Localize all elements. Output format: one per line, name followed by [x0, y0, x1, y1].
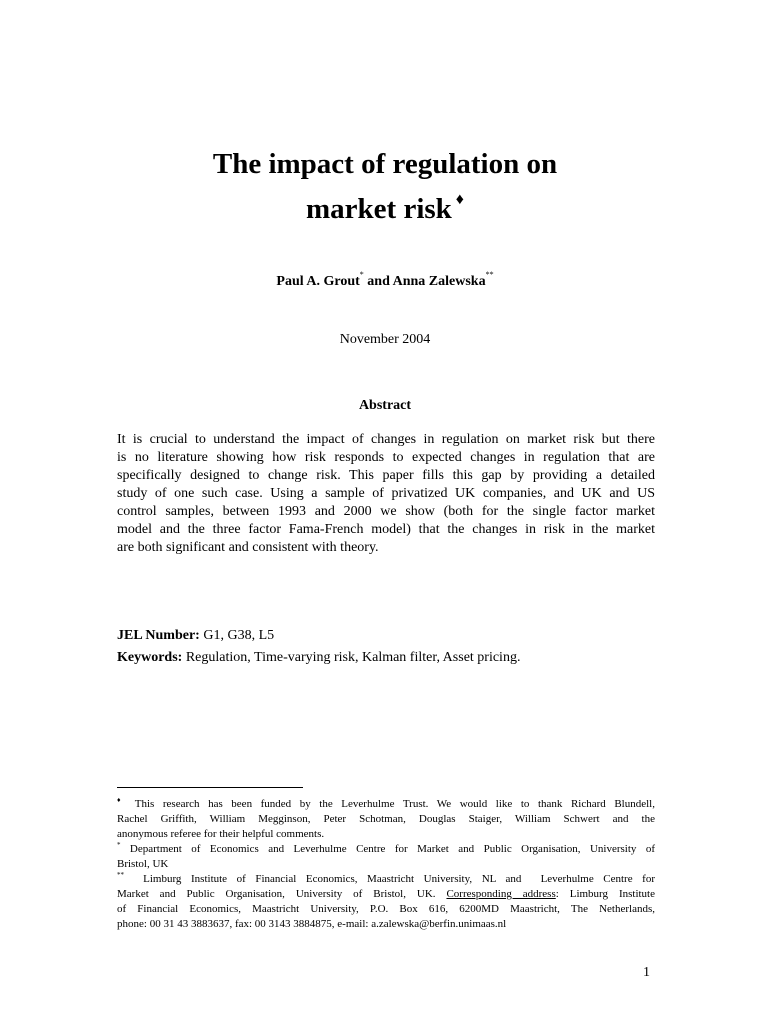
paper-title	[0, 146, 770, 227]
abstract-line: is no literature showing how risk responds to expected changes in regulation that are	[117, 450, 655, 465]
diamond-footnote-mark: ♦	[455, 191, 464, 208]
footnote-affiliation-1	[117, 842, 655, 872]
footnote-separator	[117, 787, 303, 788]
abstract-line: It is crucial to understand the impact of changes in regulation on market risk but there	[117, 432, 655, 447]
author-connector: and	[363, 274, 393, 289]
footnote-text: Limburg Institute of Financial Economics, Maastricht University, NL and Leverhulme Centre for	[124, 873, 655, 885]
author-1-mark: *	[359, 270, 364, 279]
title-line-1: The impact of regulation on	[212, 148, 558, 180]
footnote-line	[117, 842, 655, 857]
footnote-line: Bristol, UK	[117, 858, 169, 870]
keywords-value: Regulation, Time-varying risk, Kalman filter, Asset pricing.	[182, 650, 521, 665]
abstract-line: study of one such case. Using a sample of privatized UK companies, and UK and US	[117, 486, 655, 501]
footnote-line	[117, 872, 655, 887]
abstract-heading: Abstract	[358, 398, 412, 413]
publication-date: November 2004	[339, 332, 431, 347]
footnote-line	[117, 887, 655, 902]
footnote-text: Department of Economics and Leverhulme Centre for Market and Public Organisation, University of	[120, 843, 655, 855]
abstract-line: control samples, between 1993 and 2000 we show (both for the single factor market	[117, 504, 655, 519]
abstract-line: are both significant and consistent with theory.	[117, 540, 379, 555]
author-2-mark: **	[485, 270, 494, 279]
author-2: Anna Zalewska	[392, 274, 486, 289]
author-1: Paul A. Grout	[276, 274, 360, 289]
footnote-line: anonymous referee for their helpful comments.	[117, 828, 325, 840]
keywords-line	[117, 650, 520, 666]
footnote-text: This research has been funded by the Leverhulme Trust. We would like to thank Richard Blundell,	[126, 798, 655, 810]
footnotes	[117, 797, 655, 932]
abstract-line: model and the three factor Fama-French model) that the changes in risk in the market	[117, 522, 655, 537]
footnote-affiliation-2	[117, 872, 655, 932]
footnote-line: Rachel Griffith, William Megginson, Peter Schotman, Douglas Staiger, William Schwert and the	[117, 813, 655, 825]
footnote-funding	[117, 797, 655, 842]
footnote-mark: ♦	[117, 796, 127, 804]
footnote-line: phone: 00 31 43 3883637, fax: 00 3143 3884875, e-mail: a.zalewska@berfin.unimaas.nl	[117, 918, 507, 930]
footnote-mark: **	[117, 871, 124, 879]
jel-label: JEL Number:	[117, 628, 200, 643]
footnote-mark: *	[117, 841, 121, 849]
keywords-label: Keywords:	[117, 650, 183, 665]
footnote-text: Market and Public Organisation, University of Bristol, UK.	[117, 888, 447, 900]
jel-line	[117, 628, 274, 644]
footnote-line	[117, 797, 655, 812]
jel-value: G1, G38, L5	[199, 628, 275, 643]
footnote-line: of Financial Economics, Maastricht University, P.O. Box 616, 6200MD Maastricht, The Netherlands,	[117, 903, 655, 915]
abstract-body	[117, 431, 655, 557]
footnote-text: : Limburg Institute	[555, 888, 655, 900]
author-line	[0, 270, 770, 290]
corresponding-address-label: Corresponding address	[446, 888, 556, 900]
page-number: 1	[643, 965, 650, 980]
title-line-2	[0, 182, 770, 227]
title-line-2-text: market risk	[306, 193, 452, 225]
abstract-line: specifically designed to change risk. This paper fills this gap by providing a detailed	[117, 468, 655, 483]
